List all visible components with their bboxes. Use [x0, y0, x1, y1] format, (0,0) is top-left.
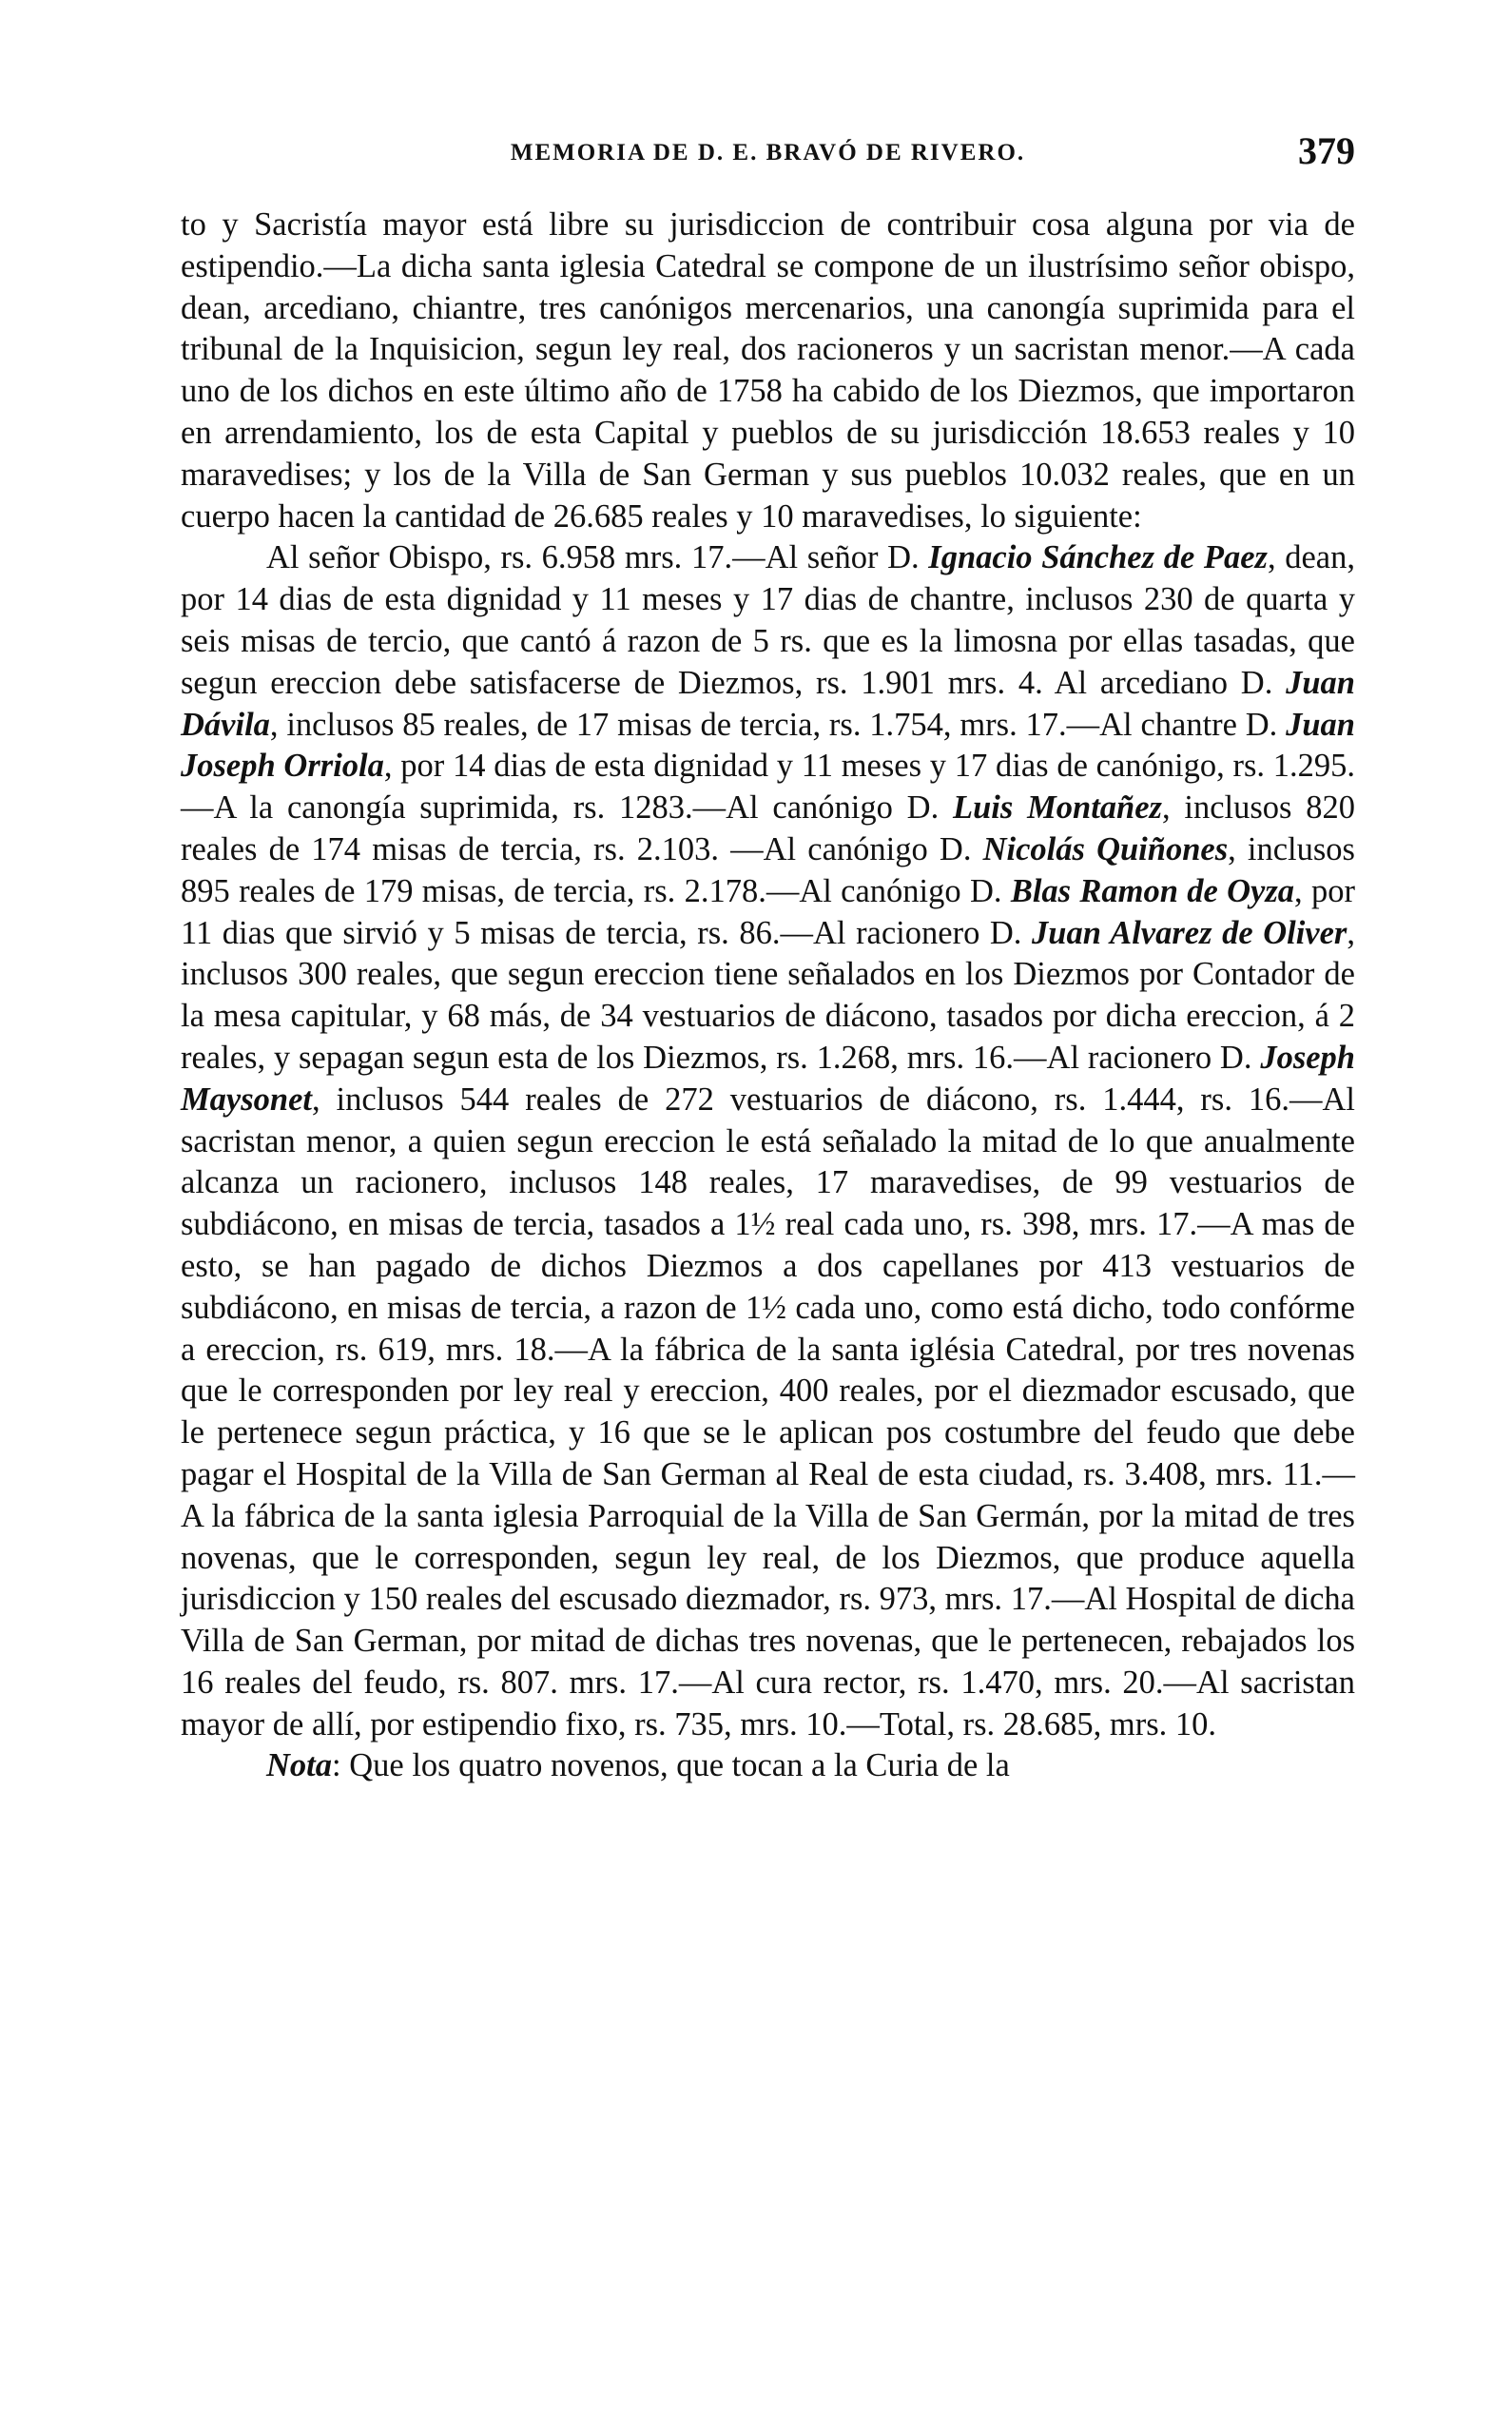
person-name: Joseph Maysonet — [181, 1039, 1355, 1118]
text-run: , por 11 dias que sirvió y 5 misas de tercia, rs. 86.—Al racionero D. — [181, 872, 1355, 951]
page-body — [181, 204, 1355, 1787]
note-label: Nota — [266, 1747, 332, 1784]
note-text: : Que los quatro novenos, que tocan a la Curia de la — [332, 1747, 1010, 1784]
running-title: MEMORIA DE D. E. BRAVÓ DE RIVERO. — [510, 140, 1026, 166]
text-run: , inclusos 85 reales, de 17 misas de tercia, rs. 1.754, mrs. 17.—Al chantre D. — [269, 706, 1287, 743]
paragraph-distribution — [181, 537, 1355, 1745]
paragraph-note — [181, 1745, 1355, 1787]
person-name: Juan Joseph Orriola — [181, 706, 1355, 785]
person-name: Juan Alvarez de Oliver — [1032, 914, 1347, 951]
text-run: , inclusos 895 reales de 179 misas, de tercia, rs. 2.178.—Al canónigo D. — [181, 830, 1355, 909]
text-run: , por 14 dias de esta dignidad y 11 meses y 17 dias de canónigo, rs. 1.295.—A la canongía suprimida, rs. 1283.—Al canónigo D. — [181, 748, 1355, 827]
person-name: Nicolás Quiñones — [982, 830, 1229, 867]
text-run: Al señor Obispo, rs. 6.958 mrs. 17.—Al señor D. — [266, 539, 929, 576]
paragraph-opening: to y Sacristía mayor está libre su jurisdiccion de contribuir cosa alguna por via de estipendio.—La dicha santa iglesia Catedral se compone de un ilustrísimo señor obispo, dean, arcediano, chiantre, tres canónigos mercenarios, una canongía suprimida para el tribunal de la Inquisicion, segun ley real, dos racioneros y un sacristan menor.—A cada uno de los dichos en este último año de 1758 ha cabido de los Diezmos, que importaron en arrendamiento, los de esta Capital y pueblos de su jurisdicción 18.653 reales y 10 maravedises; y los de la Villa de San German y sus pueblos 10.032 reales, que en un cuerpo hacen la cantidad de 26.685 reales y 10 maravedises, lo siguiente: — [181, 206, 1355, 535]
text-run: , inclusos 820 reales de 174 misas de tercia, rs. 2.103. —Al canónigo D. — [181, 789, 1355, 867]
text-run: , inclusos 300 reales, que segun ereccion tiene señalados en los Diezmos por Contador de la mesa capitular, y 68 más, de 34 vestuarios de diácono, tasados por dicha ereccion, á 2 reales, y sepagan segun esta de los Diezmos, rs. 1.268, mrs. 16.—Al racionero D. — [181, 914, 1355, 1076]
person-name: Blas Ramon de Oyza — [1010, 872, 1295, 909]
text-run: , inclusos 544 reales de 272 vestuarios de diácono, rs. 1.444, rs. 16.—Al sacristan menor, a quien segun ereccion le está señalado la mitad de lo que anualmente alcanza un racionero, inclusos 148 reales, 17 maravedises, de 99 vestuarios de subdiácono, en misas de tercia, tasados a 1½ real cada uno, rs. 398, mrs. 17.—A mas de esto, se han pagado de dichos Diezmos a dos capellanes por 413 vestuarios de subdiácono, en misas de tercia, a razon de 1½ cada uno, como está dicho, todo confórme a ereccion, rs. 619, mrs. 18.—A la fábrica de la santa iglésia Catedral, por tres novenas que le corresponden por ley real y ereccion, 400 reales, por el diezmador escusado, que le pertenece segun práctica, y 16 que se le aplican pos costumbre del feudo que debe pagar el Hospital de la Villa de San German al Real de esta ciudad, rs. 3.408, mrs. 11.—A la fábrica de la santa iglesia Parroquial de la Villa de San Germán, por la mitad de tres novenas, que le corresponden, segun ley real, de los Diezmos, que produce aquella jurisdiccion y 150 reales del escusado diezmador, rs. 973, mrs. 17.—Al Hospital de dicha Villa de San German, por mitad de dichas tres novenas, que le pertenecen, rebajados los 16 reales del feudo, rs. 807. mrs. 17.—Al cura rector, rs. 1.470, mrs. 20.—Al sacristan mayor de allí, por estipendio fixo, rs. 735, mrs. 10.—Total, rs. 28.685, mrs. 10. — [181, 1081, 1355, 1743]
person-name: Juan Dávila — [181, 664, 1355, 743]
person-name: Luis Montañez — [953, 789, 1162, 827]
page-header — [181, 128, 1355, 176]
person-name: Ignacio Sánchez de Paez — [928, 539, 1268, 576]
page-number: 379 — [1298, 129, 1355, 172]
text-run: , dean, por 14 dias de esta dignidad y 11 meses y 17 dias de chantre, inclusos 230 de quarta y seis misas de tercio, que cantó á razon de 5 rs. que es la limosna por ellas tasadas, que segun ereccion debe satisfacerse de Diezmos, rs. 1.901 mrs. 4. Al arcediano D. — [181, 539, 1355, 701]
